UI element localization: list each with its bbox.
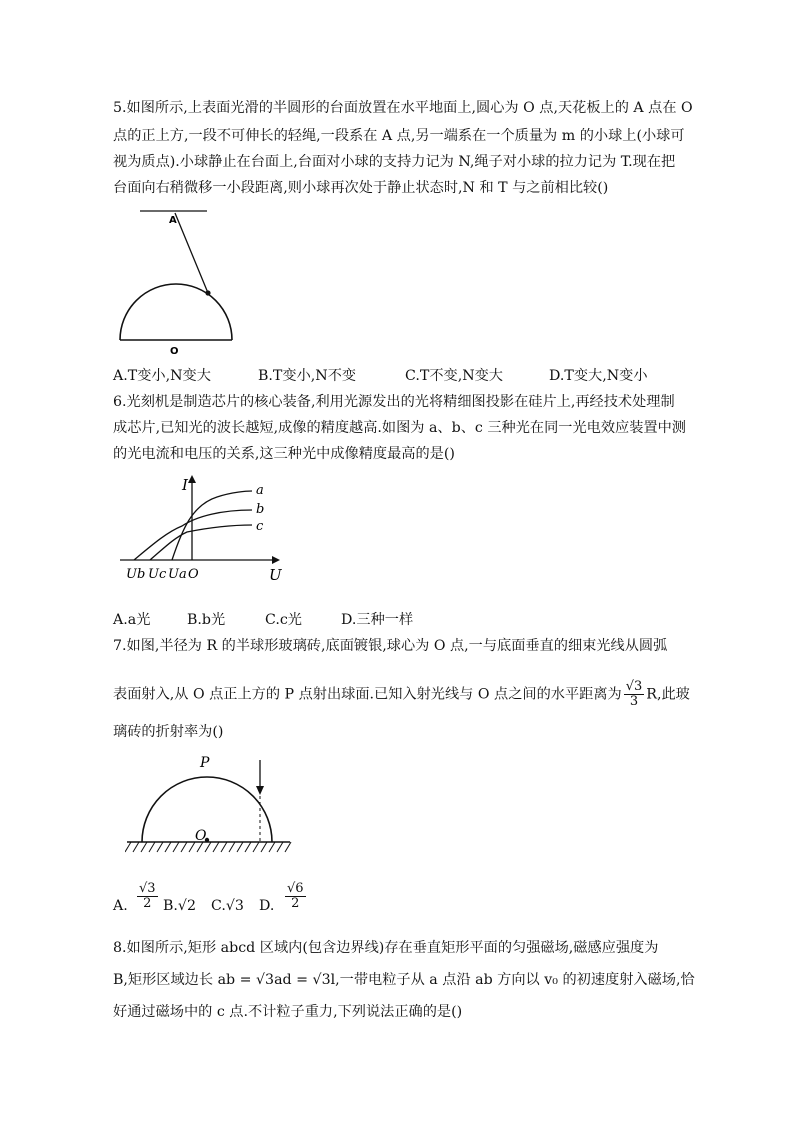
q6-line-1: 6.光刻机是制造芯片的核心装备,利用光源发出的光将精细图投影在硅片上,再经技术处理制 bbox=[113, 394, 675, 410]
i-axis-arrow bbox=[188, 475, 196, 483]
u-axis-label: U bbox=[269, 566, 282, 584]
q6-figure bbox=[112, 470, 292, 585]
q5-option-b[interactable]: B.T变小,N不变 bbox=[258, 368, 357, 384]
q6-option-d[interactable]: D.三种一样 bbox=[341, 612, 414, 628]
rope-line bbox=[175, 213, 208, 293]
semicircle-platform bbox=[120, 284, 232, 340]
q5-option-d[interactable]: D.T变大,N变小 bbox=[549, 368, 648, 384]
point-p-label: P bbox=[200, 755, 210, 771]
q5-options bbox=[113, 366, 713, 386]
u-axis-arrow bbox=[272, 556, 280, 564]
q7-line-2 bbox=[113, 680, 690, 709]
q5-option-c[interactable]: C.T不变,N变大 bbox=[405, 368, 503, 384]
q5-line-4: 台面向右稍微移一小段距离,则小球再次处于静止状态时,N 和 T 与之前相比较() bbox=[113, 180, 609, 196]
q7-line-1: 7.如图,半径为 R 的半球形玻璃砖,底面镀银,球心为 O 点,一与底面垂直的细束光线从圆弧 bbox=[113, 638, 668, 654]
curve-c bbox=[150, 525, 252, 560]
ray-arrow bbox=[256, 786, 264, 795]
q7-option-a-label[interactable]: A. bbox=[113, 898, 128, 914]
uc-label: Uc bbox=[148, 567, 167, 582]
q6-option-b[interactable]: B.b光 bbox=[187, 612, 226, 628]
q5-line-2: 点的正上方,一段不可伸长的轻绳,一段系在 A 点,另一端系在一个质量为 m 的小球上(小球可 bbox=[113, 128, 685, 144]
origin-label: O bbox=[188, 567, 199, 582]
q7-frac-den: 3 bbox=[629, 694, 639, 709]
q7-opta-num: √3 bbox=[139, 881, 156, 896]
point-o-label-q7: O bbox=[195, 828, 207, 844]
ball-dot bbox=[205, 290, 210, 295]
ub-label: Ub bbox=[126, 567, 146, 582]
silver-hatching bbox=[125, 842, 291, 852]
q7-option-b[interactable]: B.√2 bbox=[163, 898, 197, 914]
q7-line-2-b: R,此玻 bbox=[646, 686, 690, 703]
q7-line-2-a: 表面射入,从 O 点正上方的 P 点射出球面.已知入射光线与 O 点之间的水平距离为 bbox=[113, 686, 622, 703]
i-axis-label: I bbox=[182, 476, 188, 494]
q7-options bbox=[113, 881, 413, 924]
ua-label: Ua bbox=[168, 567, 187, 582]
q5-line-3: 视为质点).小球静止在台面上,台面对小球的支持力记为 N,绳子对小球的拉力记为 T.现在把 bbox=[113, 154, 676, 170]
curve-a-label: a bbox=[256, 483, 264, 498]
q7-optd-num: √6 bbox=[287, 881, 304, 896]
q5-line-1: 5.如图所示,上表面光滑的半圆形的台面放置在水平地面上,圆心为 O 点,天花板上的 A 点在 O bbox=[113, 100, 693, 116]
q7-optd-den: 2 bbox=[291, 896, 300, 911]
curve-b-label: b bbox=[256, 502, 265, 517]
q7-option-a-fraction[interactable] bbox=[137, 882, 158, 911]
q7-frac-num: √3 bbox=[625, 679, 643, 694]
curve-c-label: c bbox=[256, 519, 264, 534]
point-o-label: O bbox=[170, 346, 179, 357]
q6-line-3: 的光电流和电压的关系,这三种光中成像精度最高的是() bbox=[113, 446, 455, 462]
q8-line-1: 8.如图所示,矩形 abcd 区域内(包含边界线)存在垂直矩形平面的匀强磁场,磁感应强度为 bbox=[113, 940, 659, 956]
q7-option-d-fraction[interactable] bbox=[285, 882, 306, 911]
q7-option-c[interactable]: C.√3 bbox=[211, 898, 244, 914]
q7-distance-fraction bbox=[624, 680, 645, 709]
q7-option-d-label[interactable]: D. bbox=[259, 898, 275, 914]
q6-option-a[interactable]: A.a光 bbox=[113, 612, 151, 628]
curve-b bbox=[134, 510, 252, 560]
q7-opta-den: 2 bbox=[143, 896, 152, 911]
q7-figure bbox=[125, 750, 295, 860]
q6-options bbox=[113, 610, 513, 630]
q5-option-a[interactable]: A.T变小,N变大 bbox=[113, 368, 211, 384]
q5-figure bbox=[112, 200, 242, 360]
point-a-label: A bbox=[169, 215, 177, 226]
q7-line-3: 璃砖的折射率为() bbox=[113, 724, 224, 740]
q6-line-2: 成芯片,已知光的波长越短,成像的精度越高.如图为 a、b、c 三种光在同一光电效应装置中测 bbox=[113, 420, 686, 436]
hemisphere-arc bbox=[142, 777, 272, 842]
q8-line-3: 好通过磁场中的 c 点.不计粒子重力,下列说法正确的是() bbox=[113, 1004, 463, 1020]
q8-line-2: B,矩形区域边长 ab = √3ad = √3l,一带电粒子从 a 点沿 ab 方向以 v₀ 的初速度射入磁场,恰 bbox=[113, 972, 695, 988]
q6-option-c[interactable]: C.c光 bbox=[265, 612, 302, 628]
